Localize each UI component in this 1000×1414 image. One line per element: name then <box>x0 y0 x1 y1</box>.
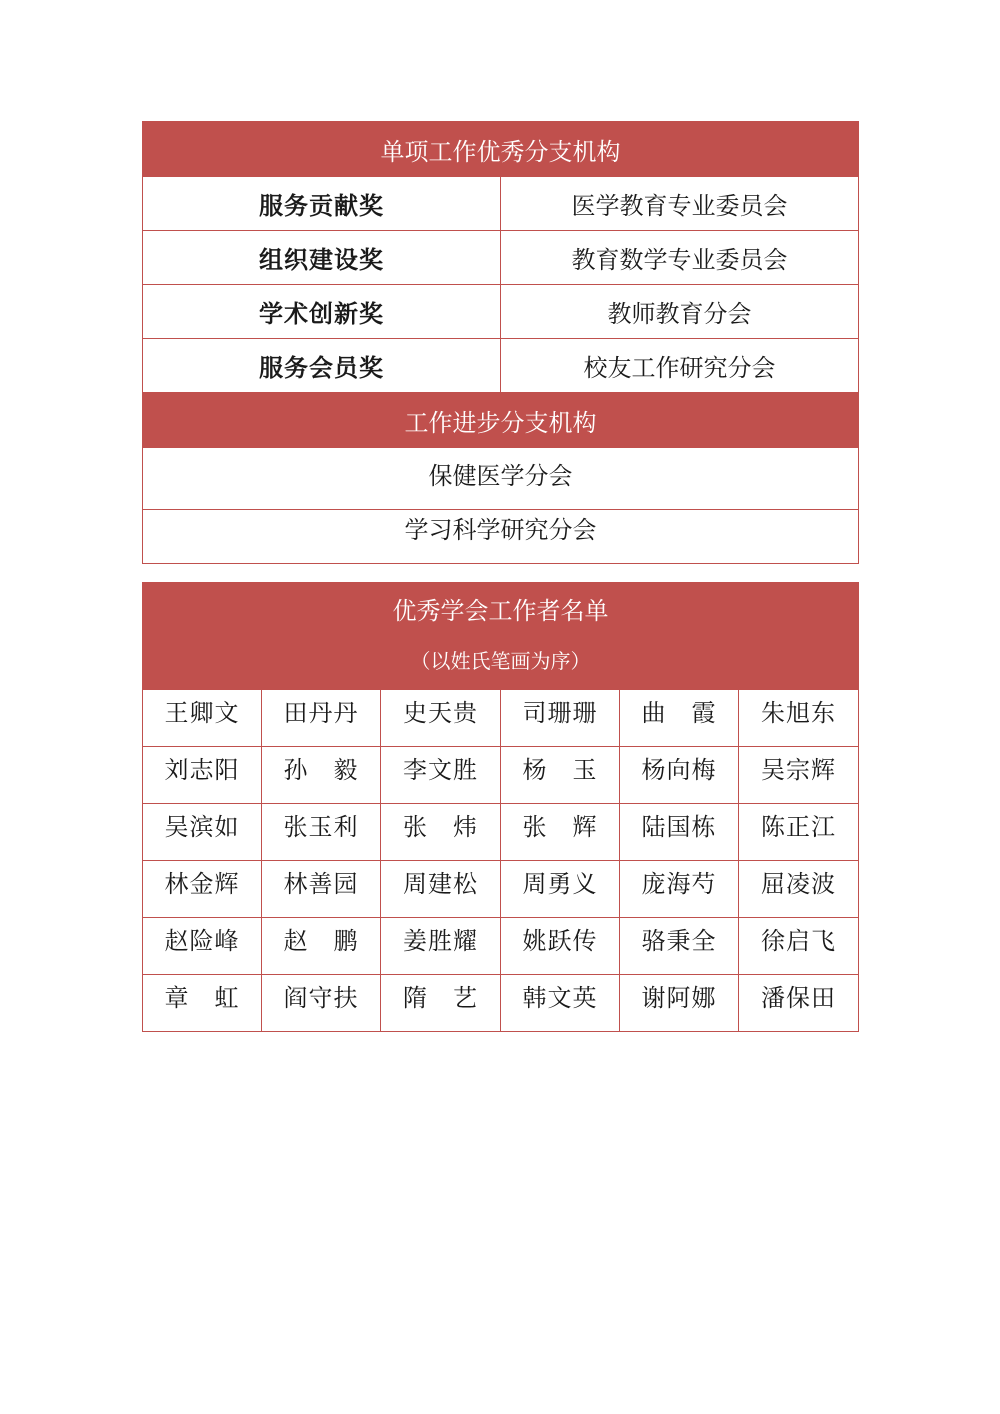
worker-name: 陈正江 <box>739 804 859 861</box>
award-unit: 医学教育专业委员会 <box>501 177 859 231</box>
awards-header: 单项工作优秀分支机构 <box>143 122 859 177</box>
award-row <box>143 285 859 339</box>
worker-name: 田丹丹 <box>262 690 381 747</box>
name-row <box>143 861 859 918</box>
worker-name: 林金辉 <box>143 861 262 918</box>
branch-awards-table <box>142 121 859 564</box>
worker-name: 王卿文 <box>143 690 262 747</box>
worker-name: 周建松 <box>381 861 501 918</box>
worker-name: 徐启飞 <box>739 918 859 975</box>
worker-name: 张玉利 <box>262 804 381 861</box>
worker-name: 阎守扶 <box>262 975 381 1032</box>
worker-name: 曲 霞 <box>620 690 739 747</box>
worker-name: 陆国栋 <box>620 804 739 861</box>
worker-name: 姜胜耀 <box>381 918 501 975</box>
workers-header-cell <box>143 583 859 690</box>
workers-header: 优秀学会工作者名单 <box>392 597 609 625</box>
name-row <box>143 975 859 1032</box>
worker-name: 司珊珊 <box>501 690 620 747</box>
award-name: 学术创新奖 <box>143 285 501 339</box>
worker-name: 杨向梅 <box>620 747 739 804</box>
award-unit: 教师教育分会 <box>501 285 859 339</box>
worker-name: 隋 艺 <box>381 975 501 1032</box>
progress-row <box>143 510 859 564</box>
award-row <box>143 339 859 393</box>
worker-name: 吴宗辉 <box>739 747 859 804</box>
worker-name: 孙 毅 <box>262 747 381 804</box>
worker-name: 李文胜 <box>381 747 501 804</box>
worker-name: 潘保田 <box>739 975 859 1032</box>
name-row <box>143 918 859 975</box>
name-row <box>143 690 859 747</box>
award-row <box>143 177 859 231</box>
worker-name: 刘志阳 <box>143 747 262 804</box>
worker-name: 骆秉全 <box>620 918 739 975</box>
progress-header: 工作进步分支机构 <box>143 393 859 448</box>
worker-name: 赵险峰 <box>143 918 262 975</box>
worker-name: 谢阿娜 <box>620 975 739 1032</box>
worker-name: 吴滨如 <box>143 804 262 861</box>
progress-unit: 学习科学研究分会 <box>143 510 859 564</box>
worker-name: 朱旭东 <box>739 690 859 747</box>
progress-row <box>143 448 859 510</box>
worker-name: 张 炜 <box>381 804 501 861</box>
name-row <box>143 804 859 861</box>
name-row <box>143 747 859 804</box>
worker-name: 杨 玉 <box>501 747 620 804</box>
worker-name: 姚跃传 <box>501 918 620 975</box>
workers-table <box>142 582 859 1032</box>
worker-name: 韩文英 <box>501 975 620 1032</box>
worker-name: 赵 鹏 <box>262 918 381 975</box>
worker-name: 屈凌波 <box>739 861 859 918</box>
workers-note: （以姓氏笔画为序） <box>410 649 591 673</box>
award-name: 服务贡献奖 <box>143 177 501 231</box>
worker-name: 史天贵 <box>381 690 501 747</box>
award-unit: 教育数学专业委员会 <box>501 231 859 285</box>
award-name: 服务会员奖 <box>143 339 501 393</box>
worker-name: 章 虹 <box>143 975 262 1032</box>
progress-unit: 保健医学分会 <box>143 448 859 510</box>
award-unit: 校友工作研究分会 <box>501 339 859 393</box>
worker-name: 庞海芍 <box>620 861 739 918</box>
award-name: 组织建设奖 <box>143 231 501 285</box>
worker-name: 张 辉 <box>501 804 620 861</box>
award-row <box>143 231 859 285</box>
worker-name: 周勇义 <box>501 861 620 918</box>
worker-name: 林善园 <box>262 861 381 918</box>
